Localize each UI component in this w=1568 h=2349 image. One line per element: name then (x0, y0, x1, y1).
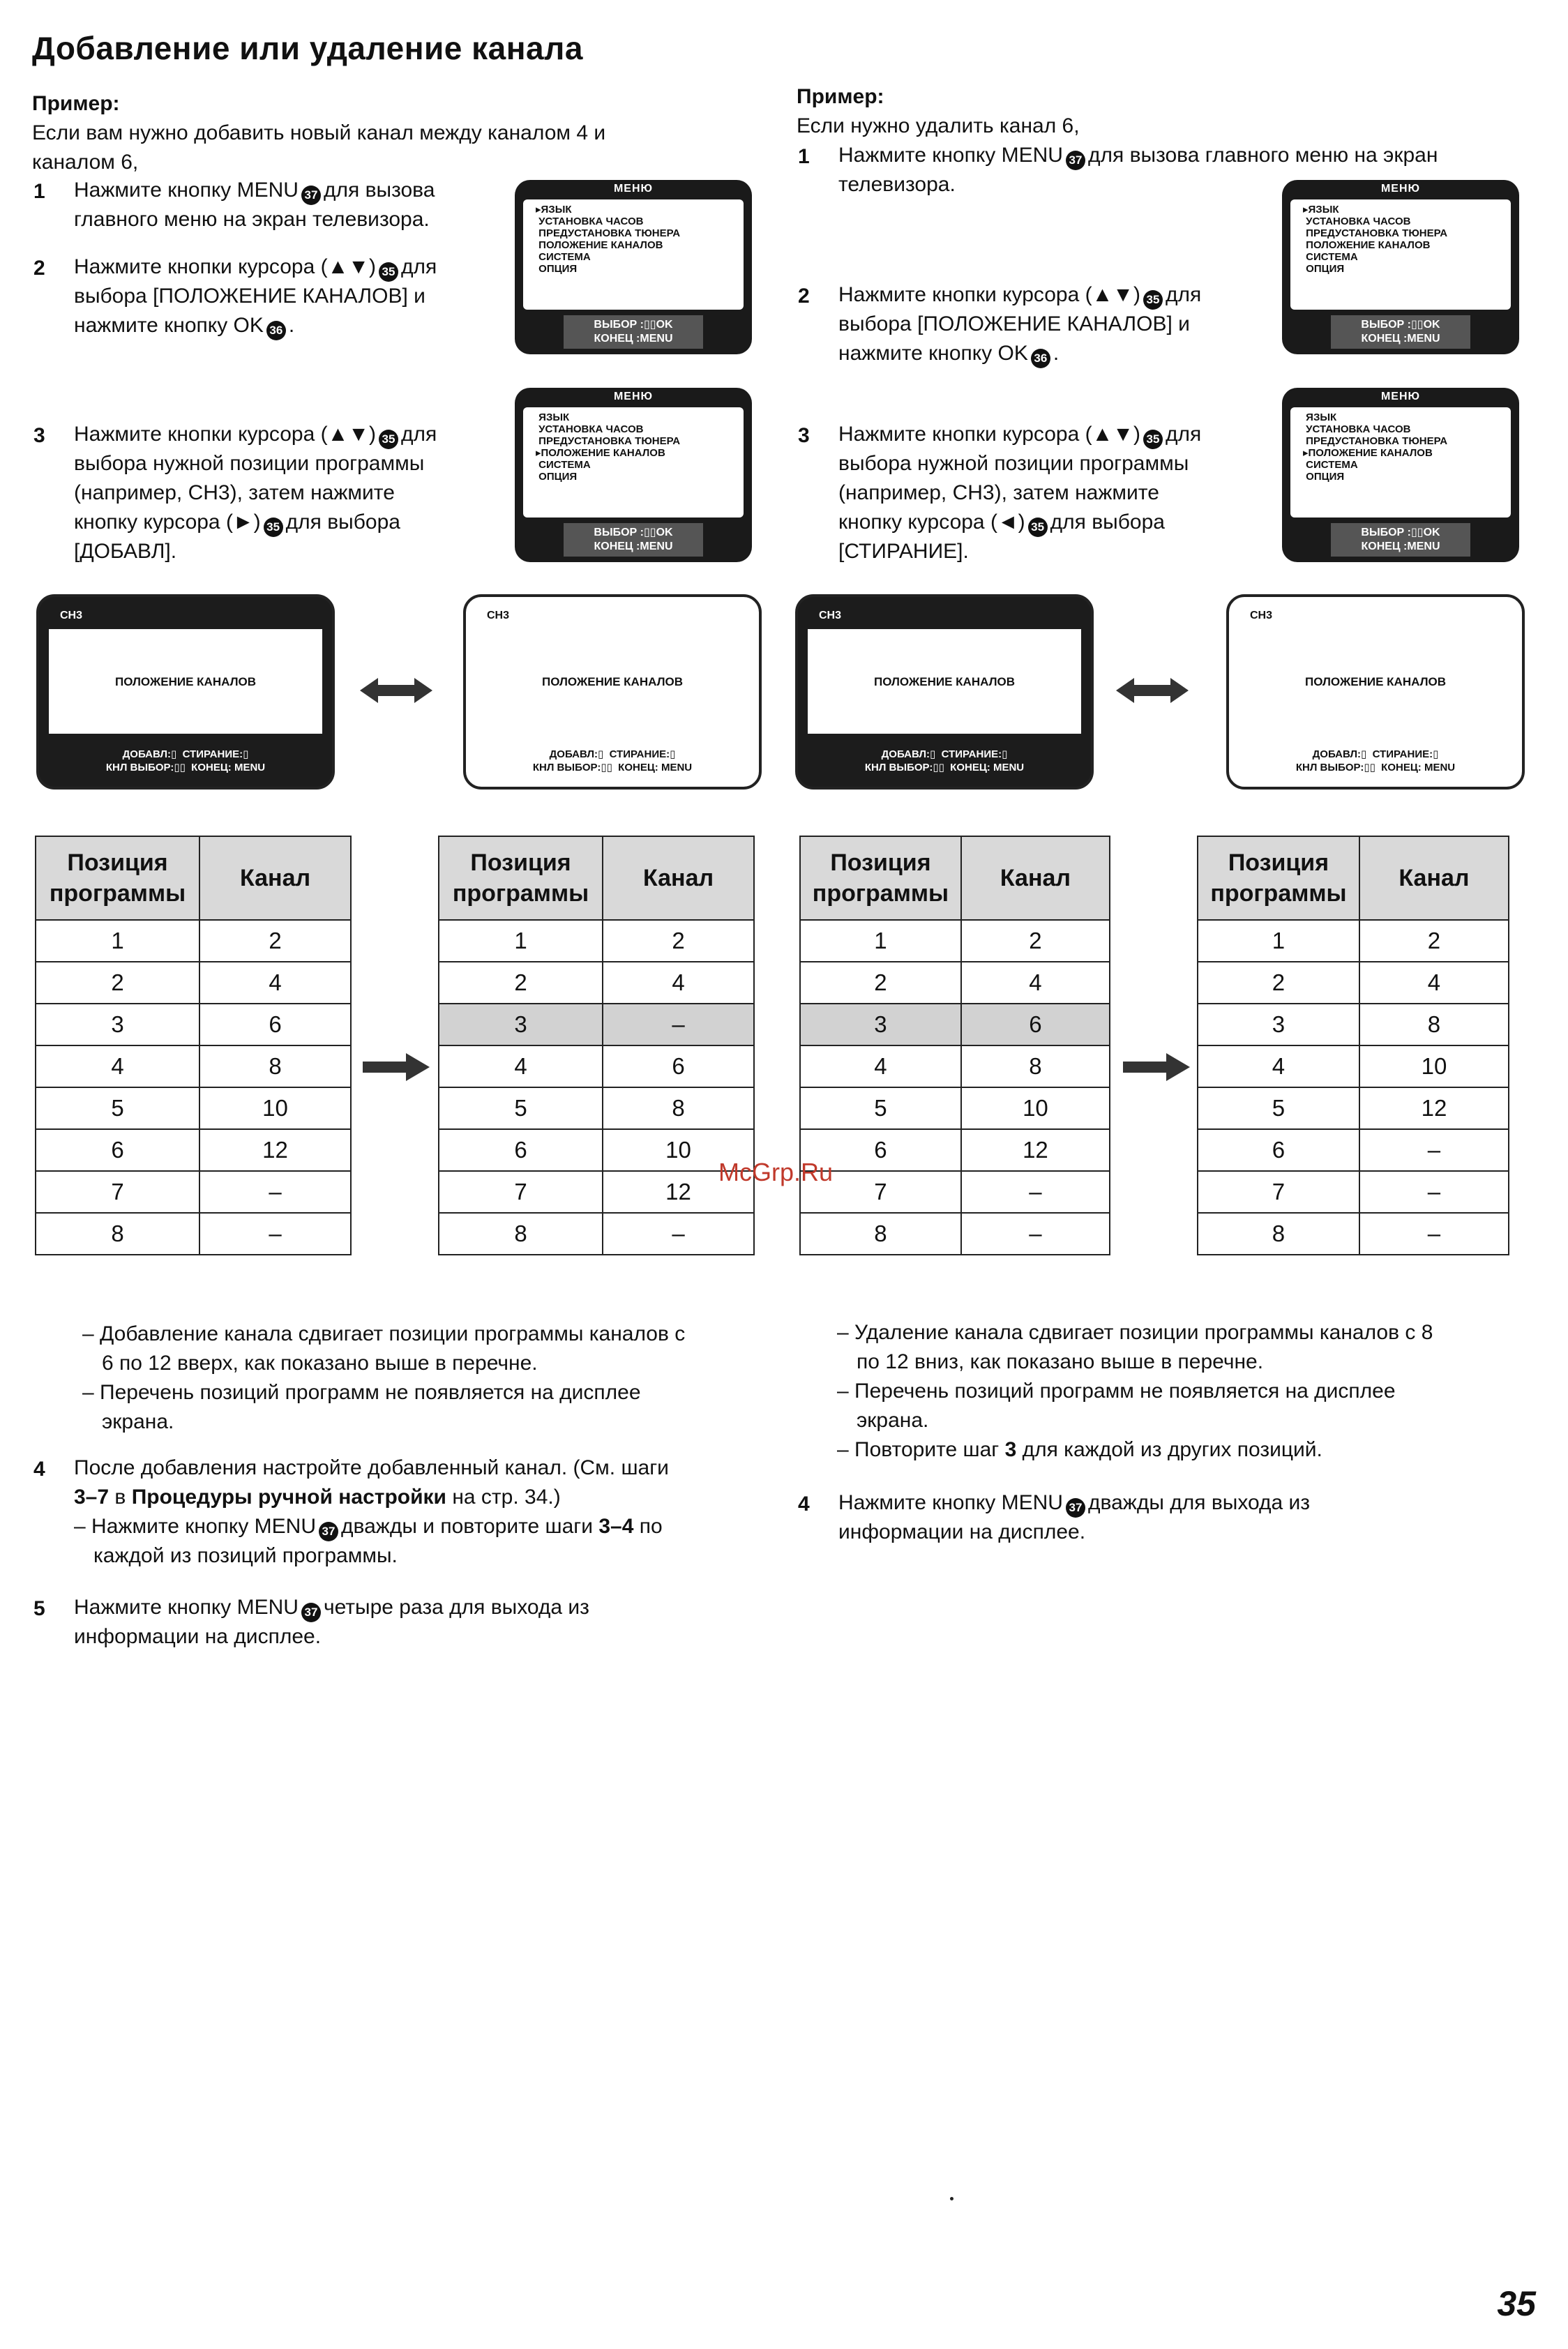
right-step3-f: для выбора (1050, 511, 1165, 534)
table-row (800, 1129, 1110, 1171)
right-intro (797, 82, 1080, 141)
table-row (36, 1004, 351, 1045)
right-note-3-b: 3 (1004, 1438, 1017, 1461)
channel-cell: 12 (1359, 1087, 1509, 1129)
cursor-button-icon: 35 (379, 262, 398, 282)
right-step2-b: для (1165, 283, 1202, 306)
left-intro-line1: Если вам нужно добавить новый канал между каналом 4 и (32, 121, 606, 144)
position-cell: 3 (1198, 1004, 1359, 1045)
left-step2-a: Нажмите кнопки курсора (▲▼) (74, 255, 376, 278)
tv-menu-screen (515, 388, 752, 562)
position-cell: 2 (439, 962, 603, 1004)
cursor-button-icon: 35 (1143, 430, 1163, 449)
menu-items: ▸ЯЗЫК УСТАНОВКА ЧАСОВ ПРЕДУСТАНОВКА ТЮНЕРА ПОЛОЖЕНИЕ КАНАЛОВ СИСТЕМА ОПЦИЯ (1303, 204, 1448, 275)
right-step2-a: Нажмите кнопки курсора (▲▼) (838, 283, 1140, 306)
position-cell: 1 (1198, 920, 1359, 962)
menu-button-icon: 37 (301, 186, 321, 205)
channel-cell: 4 (1359, 962, 1509, 1004)
right-note-2-cont: экрана. (857, 1409, 929, 1432)
left-step5 (74, 1593, 771, 1652)
ch-title: ПОЛОЖЕНИЕ КАНАЛОВ (1304, 675, 1447, 688)
channel-table-after-delete (1197, 836, 1509, 1255)
position-cell: 1 (800, 920, 961, 962)
ch-label: CH3 (1250, 610, 1273, 621)
right-step1-a: Нажмите кнопку MENU (838, 144, 1063, 167)
menu-button-icon: 37 (1066, 151, 1085, 170)
right-note-1-text: Удаление канала сдвигает позиции программы каналов с 8 (854, 1321, 1433, 1344)
right-intro-line1: Если нужно удалить канал 6, (797, 114, 1080, 137)
menu-button-icon: 37 (1066, 1498, 1085, 1518)
channel-cell: 2 (961, 920, 1110, 962)
ch-label: CH3 (819, 610, 842, 621)
header-position: Позиция программы (800, 836, 961, 920)
right-step3-a: Нажмите кнопки курсора (▲▼) (838, 423, 1140, 446)
left-step4-c3: 3–4 (598, 1515, 634, 1538)
ch-title: ПОЛОЖЕНИЕ КАНАЛОВ (114, 675, 257, 688)
right-note-3-c: для каждой из других позиций. (1022, 1438, 1322, 1461)
ok-button-icon: 36 (266, 321, 286, 340)
left-step3-b: для (400, 423, 437, 446)
right-note-2: – Перечень позиций программ не появляется на дисплее (837, 1380, 1396, 1403)
table-row (1198, 1004, 1509, 1045)
position-cell: 4 (439, 1045, 603, 1087)
position-cell: 5 (800, 1087, 961, 1129)
channel-cell: 10 (1359, 1045, 1509, 1087)
position-cell: 8 (800, 1213, 961, 1255)
position-cell: 5 (1198, 1087, 1359, 1129)
menu-header: МЕНЮ (1380, 391, 1421, 402)
cursor-button-icon: 35 (1143, 290, 1163, 310)
left-step4-b2: в (114, 1486, 126, 1509)
channel-cell: 12 (603, 1171, 754, 1213)
channel-cell: 10 (603, 1129, 754, 1171)
right-step3-g: [СТИРАНИЕ]. (838, 540, 969, 563)
right-step4-c: информации на дисплее. (838, 1520, 1086, 1543)
left-step1-c: главного меню на экран телевизора. (74, 208, 430, 231)
channel-cell: – (199, 1213, 351, 1255)
left-step4-b3: Процедуры ручной настройки (131, 1486, 446, 1509)
menu-header: МЕНЮ (1380, 183, 1421, 195)
position-cell: 3 (439, 1004, 603, 1045)
left-step4-c4: по (639, 1515, 663, 1538)
left-note-2-text: Перечень позиций программ не появляется на дисплее (100, 1381, 641, 1404)
table-row (800, 1087, 1110, 1129)
position-cell: 2 (800, 962, 961, 1004)
position-cell: 4 (1198, 1045, 1359, 1087)
position-cell: 7 (800, 1171, 961, 1213)
left-step4-b1: 3–7 (74, 1486, 110, 1509)
ch-footer: ДОБАВЛ:▯ СТИРАНИЕ:▯ КНЛ ВЫБОР:▯▯ КОНЕЦ: MENU (532, 748, 693, 773)
position-cell: 4 (800, 1045, 961, 1087)
double-arrow-icon (1116, 677, 1189, 704)
left-step2-num: 2 (33, 257, 45, 280)
left-step3-e: кнопку курсора (►) (74, 511, 261, 534)
tv-menu-screen (515, 180, 752, 354)
menu-items: ЯЗЫК УСТАНОВКА ЧАСОВ ПРЕДУСТАНОВКА ТЮНЕРА ▸ПОЛОЖЕНИЕ КАНАЛОВ СИСТЕМА ОПЦИЯ (1303, 411, 1448, 483)
table-row (1198, 962, 1509, 1004)
ch-label: CH3 (60, 610, 83, 621)
left-step3-a: Нажмите кнопки курсора (▲▼) (74, 423, 376, 446)
left-notes (82, 1320, 766, 1437)
menu-header: МЕНЮ (613, 183, 654, 195)
left-step2-c: выбора [ПОЛОЖЕНИЕ КАНАЛОВ] и (74, 285, 425, 308)
left-step2-b: для (400, 255, 437, 278)
right-step2: Нажмите кнопки курсора (▲▼) 35 для выбора [ПОЛОЖЕНИЕ КАНАЛОВ] и нажмите кнопку OK 36 . (838, 280, 1271, 368)
menu-items: ЯЗЫК УСТАНОВКА ЧАСОВ ПРЕДУСТАНОВКА ТЮНЕРА ▸ПОЛОЖЕНИЕ КАНАЛОВ СИСТЕМА ОПЦИЯ (536, 411, 681, 483)
left-step5-c: информации на дисплее. (74, 1625, 322, 1648)
channel-cell: 10 (199, 1087, 351, 1129)
cursor-button-icon: 35 (1028, 518, 1048, 537)
channel-table-before-add (35, 836, 352, 1255)
right-step3-e: кнопку курсора (◄) (838, 511, 1025, 534)
table-row (1198, 920, 1509, 962)
table-row (1198, 1171, 1509, 1213)
channel-table-before-delete (799, 836, 1110, 1255)
ch-title: ПОЛОЖЕНИЕ КАНАЛОВ (873, 675, 1016, 688)
right-step3-num: 3 (798, 424, 810, 447)
table-row (800, 1045, 1110, 1087)
left-step4: После добавления настройте добавленный канал. (См. шаги 3–7 в Процедуры ручной настройки на стр. 34.) – Нажмите кнопку MENU 37 дважды и повторите шаги 3–4 по каждой из позиций программы. (74, 1456, 669, 1567)
left-step3-f: для выбора (285, 511, 400, 534)
position-cell: 7 (439, 1171, 603, 1213)
position-cell: 8 (1198, 1213, 1359, 1255)
channel-cell: – (1359, 1213, 1509, 1255)
table-row (1198, 1213, 1509, 1255)
right-step3 (838, 420, 1271, 566)
stray-dot (950, 2197, 953, 2200)
channel-cell: 6 (199, 1004, 351, 1045)
menu-footer: ВЫБОР :▯▯OK КОНЕЦ :MENU (564, 315, 703, 349)
position-cell: 1 (439, 920, 603, 962)
position-cell: 8 (439, 1213, 603, 1255)
table-row (1198, 1129, 1509, 1171)
left-step2: Нажмите кнопки курсора (▲▼) 35 для выбора [ПОЛОЖЕНИЕ КАНАЛОВ] и нажмите кнопку OK 36 . (74, 252, 506, 340)
ch-screen-added (36, 594, 335, 790)
channel-cell: 8 (199, 1045, 351, 1087)
channel-cell: – (1359, 1129, 1509, 1171)
header-position: Позиция программы (1198, 836, 1359, 920)
ch-footer: ДОБАВЛ:▯ СТИРАНИЕ:▯ КНЛ ВЫБОР:▯▯ КОНЕЦ: MENU (864, 748, 1025, 773)
right-step4-num: 4 (798, 1493, 810, 1516)
right-step2-num: 2 (798, 285, 810, 308)
menu-footer: ВЫБОР :▯▯OK КОНЕЦ :MENU (1331, 315, 1470, 349)
left-step3-c: выбора нужной позиции программы (74, 452, 425, 475)
right-note-1-cont: по 12 вниз, как показано выше в перечне. (857, 1350, 1264, 1373)
table-row (36, 1129, 351, 1171)
right-step3-c: выбора нужной позиции программы (838, 452, 1189, 475)
tv-menu-screen (1282, 180, 1519, 354)
position-cell: 4 (36, 1045, 199, 1087)
table-row (439, 1129, 754, 1171)
channel-cell: – (961, 1171, 1110, 1213)
double-arrow-icon (360, 677, 432, 704)
left-step5-a: Нажмите кнопку MENU (74, 1596, 299, 1619)
header-channel: Канал (1359, 836, 1509, 920)
left-step3-d: (например, CH3), затем нажмите (74, 481, 395, 504)
channel-cell: 8 (961, 1045, 1110, 1087)
channel-cell: 4 (199, 962, 351, 1004)
table-row (36, 1045, 351, 1087)
header-channel: Канал (961, 836, 1110, 920)
channel-cell: 4 (961, 962, 1110, 1004)
channel-cell: 4 (603, 962, 754, 1004)
right-step4-b: дважды для выхода из (1087, 1491, 1311, 1514)
left-step4-num: 4 (33, 1458, 45, 1481)
table-row (439, 1171, 754, 1213)
table-row (439, 962, 754, 1004)
left-step3 (74, 420, 506, 566)
ch-screen-plain (1226, 594, 1525, 790)
channel-cell: – (961, 1213, 1110, 1255)
channel-cell: 12 (199, 1129, 351, 1171)
right-note-2-text: Перечень позиций программ не появляется на дисплее (854, 1380, 1396, 1403)
left-step3-g: [ДОБАВЛ]. (74, 540, 177, 563)
header-position: Позиция программы (36, 836, 199, 920)
left-step5-num: 5 (33, 1597, 45, 1620)
channel-cell: – (1359, 1171, 1509, 1213)
right-step1-b: для вызова главного меню на экран (1087, 144, 1438, 167)
channel-cell: – (199, 1171, 351, 1213)
table-row (439, 920, 754, 962)
position-cell: 2 (36, 962, 199, 1004)
channel-cell: 2 (199, 920, 351, 962)
table-row (36, 1171, 351, 1213)
position-cell: 3 (36, 1004, 199, 1045)
position-cell: 7 (36, 1171, 199, 1213)
channel-cell: 8 (603, 1087, 754, 1129)
menu-header: МЕНЮ (613, 391, 654, 402)
ch-footer: ДОБАВЛ:▯ СТИРАНИЕ:▯ КНЛ ВЫБОР:▯▯ КОНЕЦ: MENU (1295, 748, 1456, 773)
watermark: McGrp.Ru (718, 1158, 834, 1186)
right-step4-a: Нажмите кнопку MENU (838, 1491, 1063, 1514)
table-row (1198, 1045, 1509, 1087)
table-row (36, 1213, 351, 1255)
right-note-3-a: Повторите шаг (854, 1438, 1000, 1461)
position-cell: 1 (36, 920, 199, 962)
right-arrow-icon (1123, 1053, 1190, 1081)
channel-cell: 8 (1359, 1004, 1509, 1045)
ch-label: CH3 (487, 610, 510, 621)
table-row (36, 962, 351, 1004)
left-step4-d: каждой из позиций программы. (93, 1544, 398, 1567)
ok-button-icon: 36 (1031, 349, 1050, 368)
header-channel: Канал (603, 836, 754, 920)
right-step2-c: выбора [ПОЛОЖЕНИЕ КАНАЛОВ] и (838, 312, 1190, 335)
tv-menu-screen (1282, 388, 1519, 562)
channel-cell: 2 (603, 920, 754, 962)
channel-cell: – (603, 1004, 754, 1045)
left-step4-b4: на стр. 34.) (452, 1486, 561, 1509)
right-arrow-icon (363, 1053, 430, 1081)
left-note-1-text: Добавление канала сдвигает позиции программы каналов с (100, 1322, 686, 1345)
menu-button-icon: 37 (301, 1603, 321, 1622)
right-note-3: – Повторите шаг 3 для каждой из других позиций. (837, 1438, 1322, 1461)
table-row (1198, 1087, 1509, 1129)
right-note-1: – Удаление канала сдвигает позиции программы каналов с 8 (837, 1321, 1433, 1344)
left-step1-num: 1 (33, 180, 45, 203)
menu-button-icon: 37 (319, 1522, 338, 1541)
header-channel: Канал (199, 836, 351, 920)
table-row (439, 1087, 754, 1129)
channel-cell: 10 (961, 1087, 1110, 1129)
position-cell: 6 (800, 1129, 961, 1171)
table-row (36, 920, 351, 962)
table-row (439, 1004, 754, 1045)
left-step1-b: для вызова (323, 179, 435, 202)
left-step5-b: четыре раза для выхода из (323, 1596, 589, 1619)
table-row (439, 1045, 754, 1087)
position-cell: 2 (1198, 962, 1359, 1004)
ch-screen-plain (463, 594, 762, 790)
page-title: Добавление или удаление канала (32, 30, 583, 66)
right-step3-b: для (1165, 423, 1202, 446)
table-row (800, 1213, 1110, 1255)
table-row (800, 1004, 1110, 1045)
menu-footer: ВЫБОР :▯▯OK КОНЕЦ :MENU (1331, 523, 1470, 557)
right-step1-c: телевизора. (838, 173, 956, 196)
ch-screen-deleted (795, 594, 1094, 790)
cursor-button-icon: 35 (379, 430, 398, 449)
header-position: Позиция программы (439, 836, 603, 920)
channel-cell: 6 (603, 1045, 754, 1087)
left-step1 (74, 176, 506, 234)
right-step2-d: нажмите кнопку OK (838, 342, 1028, 365)
left-step2-d: нажмите кнопку OK (74, 314, 264, 337)
position-cell: 6 (1198, 1129, 1359, 1171)
left-note-1: – Добавление канала сдвигает позиции программы каналов с (82, 1322, 686, 1345)
left-note-2-cont: экрана. (102, 1410, 174, 1433)
ch-title: ПОЛОЖЕНИЕ КАНАЛОВ (541, 675, 684, 688)
position-cell: 3 (800, 1004, 961, 1045)
table-row (439, 1213, 754, 1255)
table-row (800, 920, 1110, 962)
left-example-label: Пример: (32, 92, 120, 115)
position-cell: 6 (439, 1129, 603, 1171)
table-row (800, 1171, 1110, 1213)
left-note-2: – Перечень позиций программ не появляется на дисплее (82, 1381, 641, 1404)
channel-cell: 12 (961, 1129, 1110, 1171)
channel-cell: 6 (961, 1004, 1110, 1045)
position-cell: 6 (36, 1129, 199, 1171)
ch-footer: ДОБАВЛ:▯ СТИРАНИЕ:▯ КНЛ ВЫБОР:▯▯ КОНЕЦ: MENU (105, 748, 266, 773)
position-cell: 7 (1198, 1171, 1359, 1213)
channel-table-after-add (438, 836, 755, 1255)
page-number: 35 (1497, 2284, 1536, 2323)
channel-cell: 2 (1359, 920, 1509, 962)
right-notes (837, 1318, 1535, 1465)
right-step3-d: (например, CH3), затем нажмите (838, 481, 1159, 504)
left-step4-c2: дважды и повторите шаги (341, 1515, 593, 1538)
right-step1-num: 1 (798, 145, 810, 168)
cursor-button-icon: 35 (264, 518, 283, 537)
left-step4-a: После добавления настройте добавленный канал. (См. шаги (74, 1456, 669, 1479)
menu-items: ▸ЯЗЫК УСТАНОВКА ЧАСОВ ПРЕДУСТАНОВКА ТЮНЕРА ПОЛОЖЕНИЕ КАНАЛОВ СИСТЕМА ОПЦИЯ (536, 204, 681, 275)
left-step1-a: Нажмите кнопку MENU (74, 179, 299, 202)
channel-cell: – (603, 1213, 754, 1255)
left-step4-c1: Нажмите кнопку MENU (91, 1515, 317, 1538)
table-row (36, 1087, 351, 1129)
right-example-label: Пример: (797, 85, 884, 108)
position-cell: 8 (36, 1213, 199, 1255)
position-cell: 5 (36, 1087, 199, 1129)
right-step4 (838, 1488, 1536, 1547)
left-step3-num: 3 (33, 424, 45, 447)
position-cell: 5 (439, 1087, 603, 1129)
left-intro-line2: каналом 6, (32, 151, 139, 174)
left-note-1-cont: 6 по 12 вверх, как показано выше в перечне. (102, 1352, 538, 1375)
menu-footer: ВЫБОР :▯▯OK КОНЕЦ :MENU (564, 523, 703, 557)
table-row (800, 962, 1110, 1004)
left-intro (32, 89, 605, 177)
